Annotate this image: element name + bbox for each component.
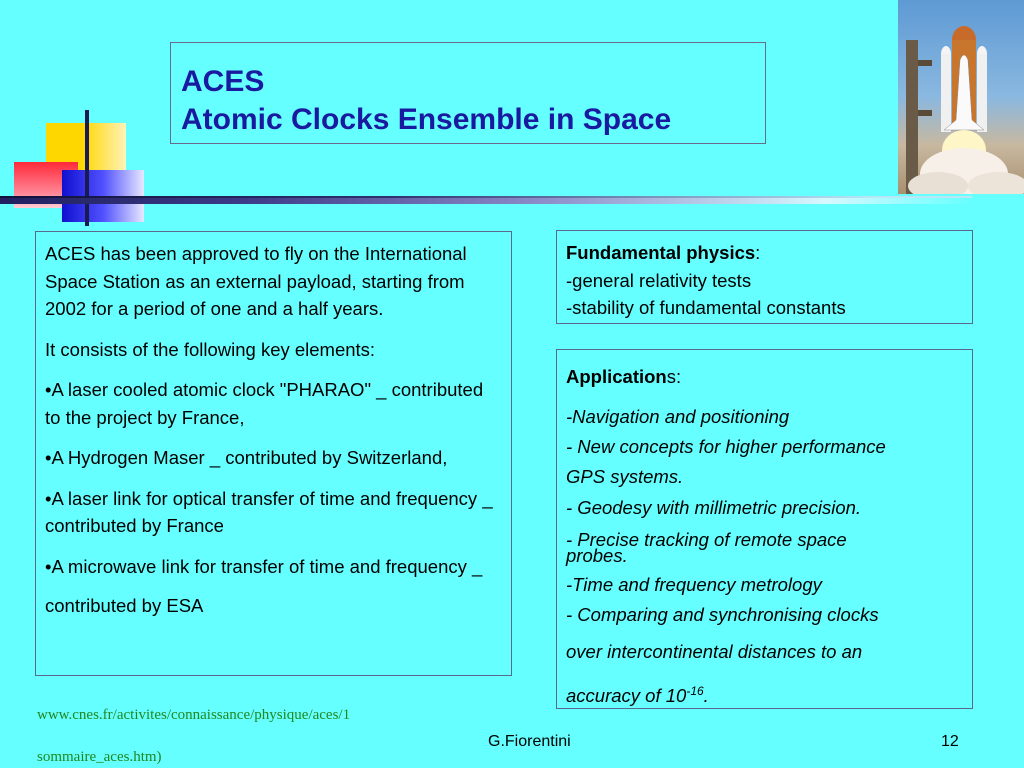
apps-line: - Comparing and synchronising clocks [566, 604, 879, 625]
accuracy-text: accuracy of 10 [566, 685, 687, 707]
intro-paragraph: ACES has been approved to fly on the International Space Station as an external payload, starting from 2002 for a period of one and a half years. [45, 243, 467, 319]
apps-line: over intercontinental distances to an [566, 641, 863, 662]
apps-heading-bold: Application [566, 366, 667, 387]
apps-heading-suffix: s: [666, 366, 682, 387]
apps-line: - New concepts for higher performance [566, 436, 886, 457]
physics-heading-suffix: : [755, 242, 761, 263]
url-line-1: www.cnes.fr/activites/connaissance/physique/aces/1 [37, 707, 351, 723]
apps-line: probes. [566, 545, 628, 566]
rocket-icon [898, 0, 1024, 194]
title-line-1: ACES [181, 65, 265, 98]
consists-paragraph: It consists of the following key elements: [45, 338, 376, 360]
slide-title [170, 42, 766, 144]
physics-heading [566, 239, 972, 267]
apps-line: GPS systems. [566, 466, 684, 487]
author-name: G.Fiorentini [488, 733, 571, 750]
apps-accuracy-line [566, 674, 972, 713]
shuttle-launch-photo [898, 0, 1024, 194]
element-item-microwave-link: •A microwave link for transfer of time and frequency _ contributed by ESA [45, 555, 483, 616]
element-item-maser: •A Hydrogen Maser _ contributed by Switzerland, [45, 447, 448, 468]
url-line-2: sommaire_aces.htm) [37, 749, 162, 765]
physics-line: -stability of fundamental constants [566, 297, 846, 318]
fundamental-physics-box [556, 230, 973, 324]
apps-line: -Navigation and positioning [566, 406, 790, 427]
element-item-pharao: •A laser cooled atomic clock "PHARAO" _ contributed to the project by France, [45, 379, 484, 428]
apps-heading [566, 364, 972, 390]
physics-line: -general relativity tests [566, 269, 752, 291]
header-divider-highlight [0, 196, 972, 198]
element-item-laser-link: •A laser link for optical transfer of time and frequency _ contributed by France [45, 487, 493, 536]
page-number: 12 [941, 733, 959, 750]
title-line-2: Atomic Clocks Ensemble in Space [181, 103, 672, 136]
accuracy-period: . [703, 685, 709, 707]
applications-box [556, 349, 973, 709]
logo-vertical-line [85, 110, 89, 226]
accuracy-exponent: -16 [686, 684, 704, 698]
physics-heading-bold: Fundamental physics [566, 242, 756, 263]
source-url[interactable] [37, 694, 457, 768]
apps-line: - Precise tracking of remote space [566, 529, 847, 550]
mission-description-box [35, 231, 512, 676]
apps-line: -Time and frequency metrology [566, 574, 822, 595]
apps-line: - Geodesy with millimetric precision. [566, 497, 862, 518]
